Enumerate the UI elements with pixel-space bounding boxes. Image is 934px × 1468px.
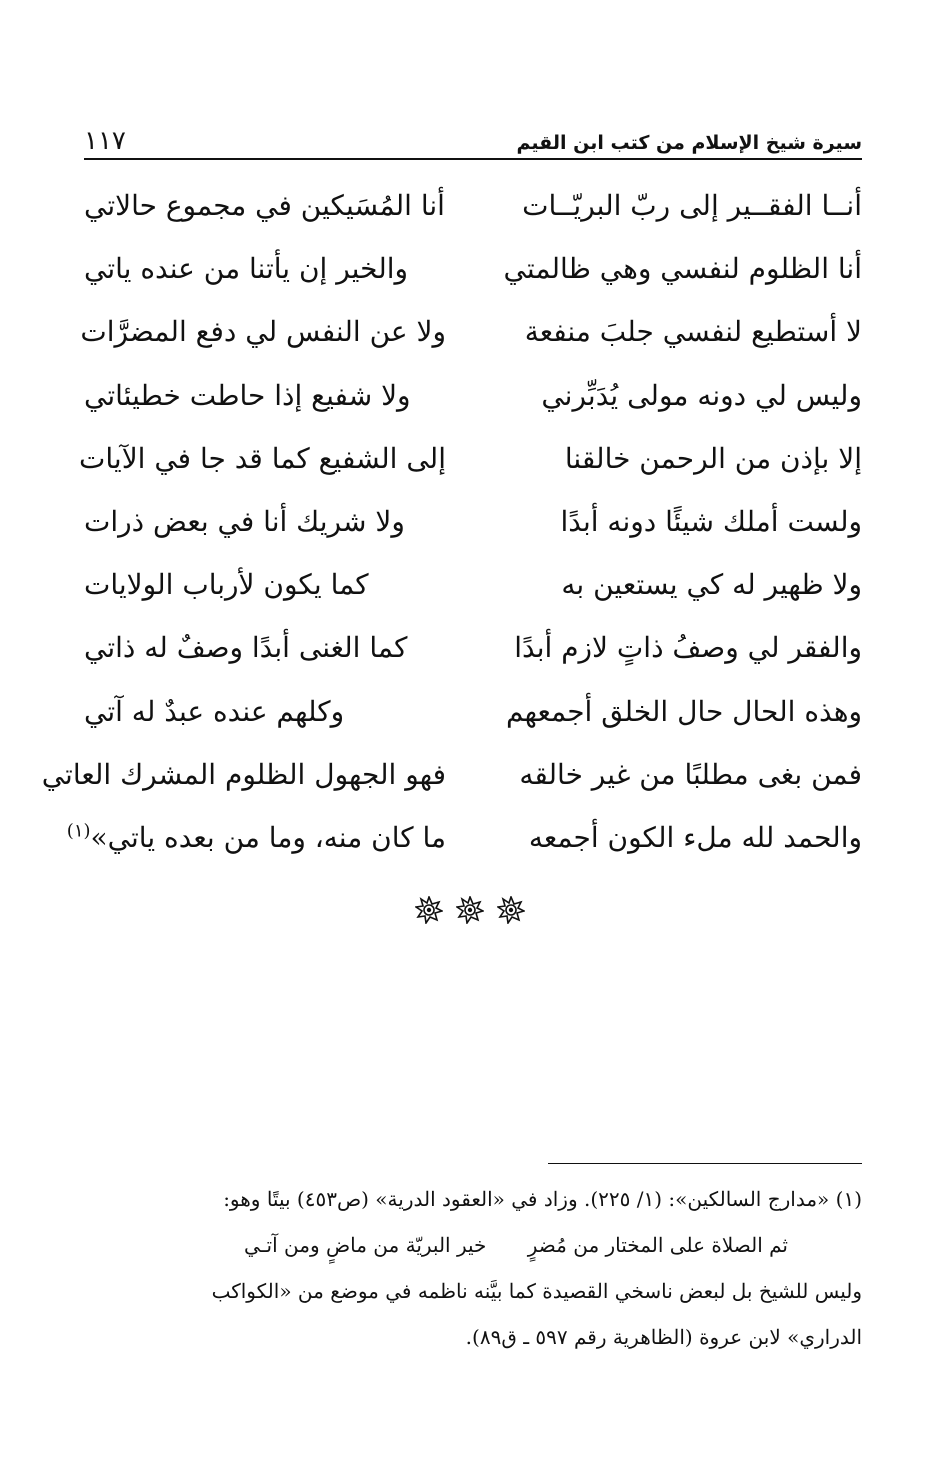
verse-first-hemistich: فمن بغى مطلبًا من غير خالقه [519,757,862,791]
verse [84,492,862,555]
verse-first-hemistich: والحمد لله ملء الكون أجمعه [528,820,862,854]
footnote-line: وليس للشيخ بل لبعض ناسخي القصيدة كما بيَّنه ناظمه في موضع من «الكواكب [211,1279,862,1303]
verse-second-hemistich: ولا عن النفس لي دفع المضرَّات [80,315,446,349]
verse-first-hemistich: أنــا الفقــير إلى ربّ البريّــات [522,189,862,222]
verse-first-hemistich: وهذه الحال حال الخلق أجمعهم [505,694,862,728]
verse [84,176,862,239]
footnote-verse [84,1222,862,1268]
running-title: سيرة شيخ الإسلام من كتب ابن القيم [516,132,862,154]
verse-second-hemistich: أنا المُسَيكين في مجموع حالاتي [84,189,445,222]
poem [41,176,862,871]
verse-first-hemistich: ولا ظهير له كي يستعين به [561,568,862,602]
verse [41,745,862,808]
verse-text: ما كان منه، وما من بعده ياتي» [90,820,446,854]
footnote-verse-first: ثم الصلاة على المختار من مُضرٍ [527,1233,788,1257]
verse [84,682,862,745]
verse-second-hemistich: وكلهم عنده عبدٌ له آتي [84,694,345,728]
section-ornaments [415,893,525,927]
verse [66,808,862,871]
footnote-separator [548,1163,862,1164]
verse-second-hemistich: كما يكون لأرباب الولايات [84,568,369,602]
page-header [84,118,862,160]
verse-second-hemistich: إلى الشفيع كما قد جا في الآيات [79,441,446,475]
verse [84,618,862,681]
verse [84,366,862,429]
verse-second-hemistich: فهو الجهول الظلوم المشرك العاتي [41,757,446,791]
verse-second-hemistich: ولا شفيع إذا حاطت خطيئاتي [84,378,411,412]
verse-first-hemistich: أنا الظلوم لنفسي وهي ظالمتي [503,252,862,286]
verse-second-hemistich: والخير إن يأتنا من عنده ياتي [84,252,409,286]
verse-first-hemistich: وليس لي دونه مولى يُدَبِّرني [541,378,862,412]
verse-first-hemistich: والفقر لي وصفُ ذاتٍ لازم أبدًا [514,631,862,665]
page-number: ١١٧ [84,126,126,156]
footnote-verse-second: خير البريّة من ماضٍ ومن آتـي [244,1233,487,1257]
footnote-reference: (١) [66,820,91,842]
verse-first-hemistich: ولست أملك شيئًا دونه أبدًا [560,504,862,538]
flower-ornament-icon [415,896,443,924]
verse [84,555,862,618]
verse-second-hemistich: ولا شريك أنا في بعض ذرات [84,504,405,538]
verse-second-hemistich: كما الغنى أبدًا وصفٌ له ذاتي [84,631,408,665]
verse [80,302,862,365]
verse [79,429,862,492]
verse-second-hemistich [66,808,446,871]
verse-first-hemistich: لا أستطيع لنفسي جلبَ منفعة [524,315,862,349]
verse [84,239,862,302]
verse-first-hemistich: إلا بإذن من الرحمن خالقنا [564,441,862,475]
flower-ornament-icon [497,896,525,924]
footnote [84,1176,862,1360]
footnote-line: (١) «مدارج السالكين»: (١/ ٢٢٥). وزاد في «العقود الدرية» (ص٤٥٣) بيتًا وهو: [223,1187,862,1211]
flower-ornament-icon [456,896,484,924]
footnote-line: الدراري» لابن عروة (الظاهرية رقم ٥٩٧ ـ ق٨٩). [465,1325,862,1349]
